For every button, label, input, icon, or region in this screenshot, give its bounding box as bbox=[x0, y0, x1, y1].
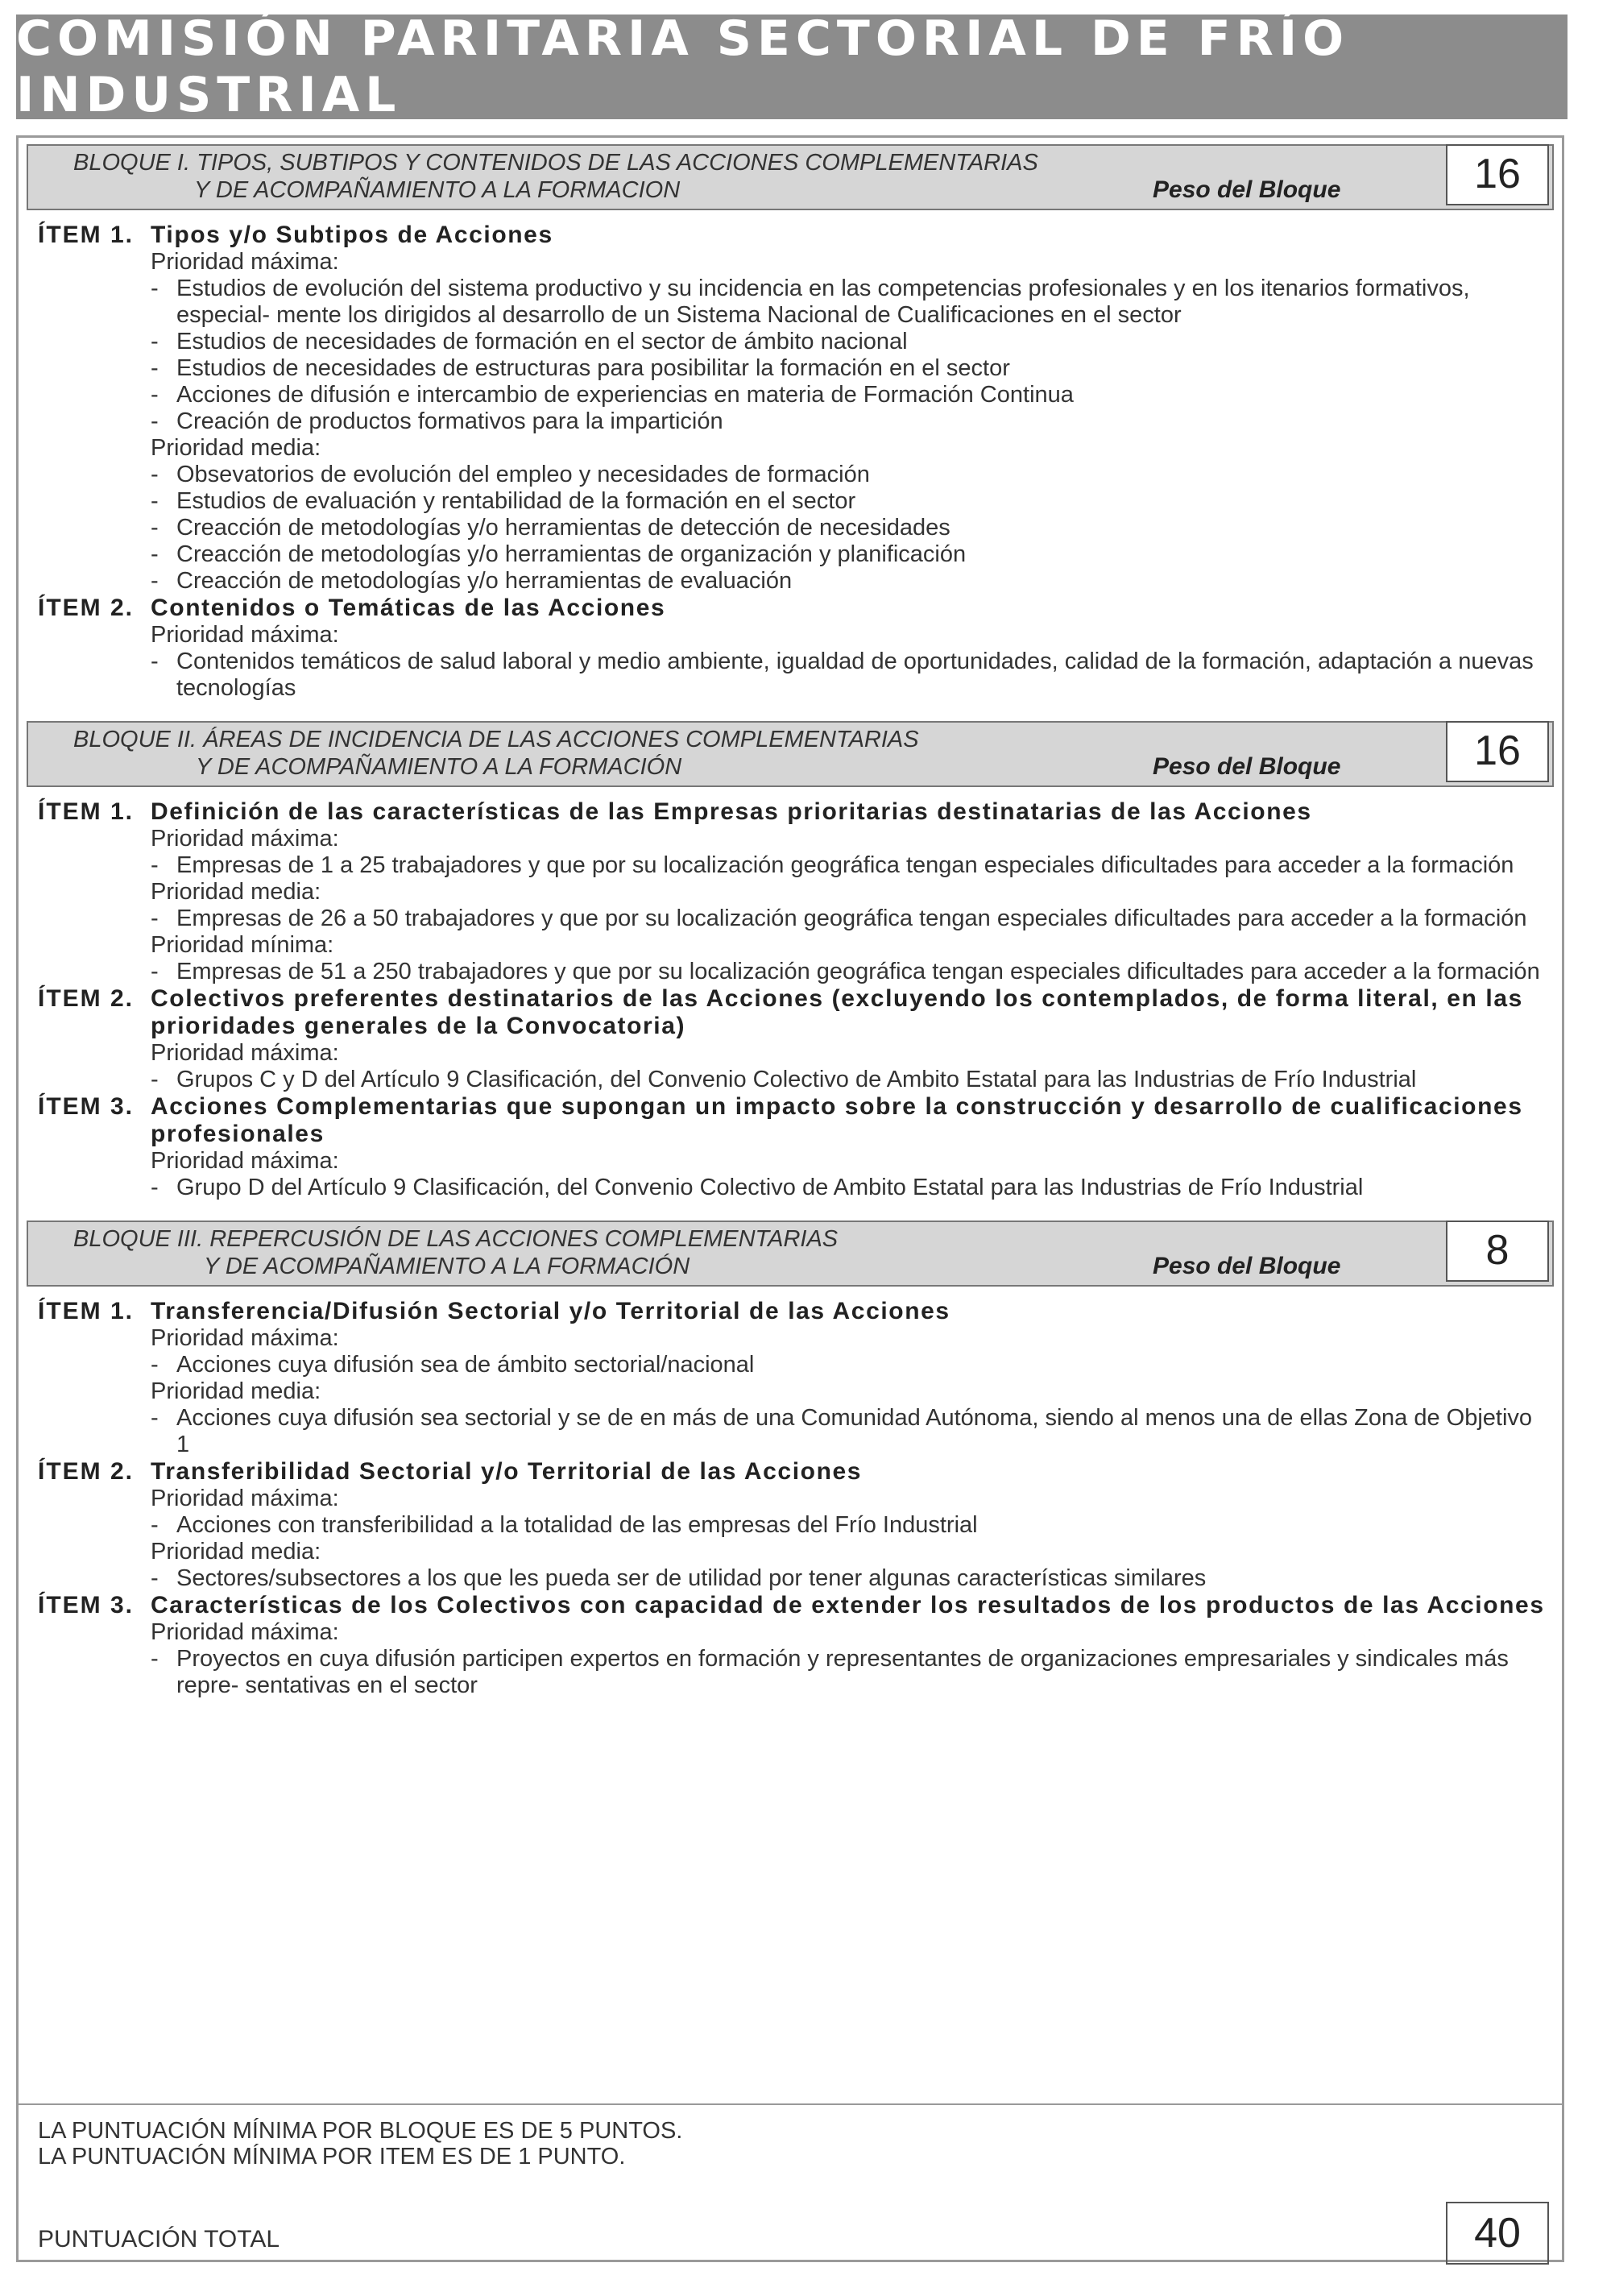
list-item bbox=[151, 408, 1554, 435]
bloque-score-box: 16 bbox=[1446, 144, 1549, 205]
header-banner bbox=[16, 10, 1568, 123]
item-title: Transferibilidad Sectorial y/o Territorial de las Acciones bbox=[151, 1458, 863, 1485]
list-item bbox=[151, 1352, 1554, 1378]
min-item-note: LA PUNTUACIÓN MÍNIMA POR ITEM ES DE 1 PUNTO. bbox=[38, 2144, 626, 2170]
item-number: ÍTEM 1. bbox=[38, 798, 135, 825]
list-item bbox=[151, 541, 1554, 568]
item-entry bbox=[38, 1592, 1554, 1699]
list-item bbox=[151, 852, 1554, 879]
priority-label: Prioridad máxima: bbox=[151, 826, 339, 852]
bloque-title bbox=[73, 1225, 838, 1280]
list-item bbox=[151, 649, 1554, 702]
item-title: Tipos y/o Subtipos de Acciones bbox=[151, 222, 553, 248]
bullet-dash: - bbox=[151, 852, 159, 878]
total-score-box: 40 bbox=[1446, 2202, 1549, 2265]
total-label: PUNTUACIÓN TOTAL bbox=[38, 2226, 280, 2252]
list-item-text: Estudios de evaluación y rentabilidad de la formación en el sector bbox=[176, 488, 856, 514]
list-item-text: Creacción de metodologías y/o herramientas de evaluación bbox=[176, 568, 793, 594]
list-item-text: Estudios de evolución del sistema productivo y su incidencia en las competencias profesionales y en los itenarios formativos, especial- mente los dirigidos al desarrollo de un Sistema Nacional de Cualificaciones en el sector bbox=[176, 276, 1470, 328]
bullet-dash: - bbox=[151, 355, 159, 381]
item-number: ÍTEM 3. bbox=[38, 1592, 135, 1618]
priority-label: Prioridad mínima: bbox=[151, 932, 334, 958]
item-entry bbox=[38, 798, 1554, 985]
bloque-title-line1: BLOQUE I. TIPOS, SUBTIPOS Y CONTENIDOS DE LAS ACCIONES COMPLEMENTARIAS bbox=[73, 150, 1038, 176]
list-item bbox=[151, 568, 1554, 595]
item-entry bbox=[38, 1093, 1554, 1201]
list-item-text: Acciones con transferibilidad a la totalidad de las empresas del Frío Industrial bbox=[176, 1512, 978, 1538]
list-item-text: Creacción de metodologías y/o herramientas de organización y planificación bbox=[176, 541, 967, 567]
item-number: ÍTEM 2. bbox=[38, 595, 135, 621]
peso-label: Peso del Bloque bbox=[1153, 1253, 1341, 1279]
bloque-header bbox=[27, 721, 1554, 787]
page-title: COMISIÓN PARITARIA SECTORIAL DE FRÍO INDUSTRIAL bbox=[16, 10, 1350, 123]
bullet-dash: - bbox=[151, 1067, 159, 1092]
bloque-header bbox=[27, 144, 1554, 210]
list-item bbox=[151, 1565, 1554, 1592]
bloque-title-line2: Y DE ACOMPAÑAMIENTO A LA FORMACIÓN bbox=[204, 1254, 690, 1279]
bullet-dash: - bbox=[151, 462, 159, 487]
list-item bbox=[151, 1175, 1554, 1201]
item-entry bbox=[38, 985, 1554, 1093]
priority-label: Prioridad máxima: bbox=[151, 622, 339, 648]
bloque-score-box: 16 bbox=[1446, 721, 1549, 782]
bloque-title-line1: BLOQUE II. ÁREAS DE INCIDENCIA DE LAS ACCIONES COMPLEMENTARIAS bbox=[73, 727, 919, 752]
list-item-text: Grupo D del Artículo 9 Clasificación, del Convenio Colectivo de Ambito Estatal para las Industrias de Frío Industrial bbox=[176, 1175, 1364, 1200]
item-number: ÍTEM 1. bbox=[38, 222, 135, 248]
min-bloque-note: LA PUNTUACIÓN MÍNIMA POR BLOQUE ES DE 5 PUNTOS. bbox=[38, 2118, 683, 2144]
item-number: ÍTEM 2. bbox=[38, 985, 135, 1012]
bullet-dash: - bbox=[151, 649, 159, 674]
list-item-text: Acciones de difusión e intercambio de experiencias en materia de Formación Continua bbox=[176, 382, 1074, 408]
priority-label: Prioridad máxima: bbox=[151, 1619, 339, 1645]
list-item-text: Acciones cuya difusión sea sectorial y se de en más de una Comunidad Autónoma, siendo al menos una de ellas Zona de Objetivo 1 bbox=[176, 1405, 1533, 1457]
priority-label: Prioridad máxima: bbox=[151, 1040, 339, 1066]
list-item-text: Acciones cuya difusión sea de ámbito sectorial/nacional bbox=[176, 1352, 755, 1378]
list-item bbox=[151, 1512, 1554, 1539]
list-item-text: Creación de productos formativos para la impartición bbox=[176, 408, 723, 434]
list-item bbox=[151, 355, 1554, 382]
item-entry bbox=[38, 595, 1554, 702]
item-number: ÍTEM 3. bbox=[38, 1093, 135, 1120]
bloques-container bbox=[27, 144, 1554, 1699]
bullet-dash: - bbox=[151, 515, 159, 541]
bullet-dash: - bbox=[151, 1646, 159, 1672]
list-item bbox=[151, 515, 1554, 541]
priority-label: Prioridad máxima: bbox=[151, 1325, 339, 1351]
list-item-text: Creacción de metodologías y/o herramientas de detección de necesidades bbox=[176, 515, 950, 541]
peso-label: Peso del Bloque bbox=[1153, 753, 1341, 780]
section-gap bbox=[27, 702, 1554, 721]
list-item bbox=[151, 382, 1554, 408]
list-item-text: Estudios de necesidades de estructuras para posibilitar la formación en el sector bbox=[176, 355, 1010, 381]
item-title: Acciones Complementarias que supongan un impacto sobre la construcción y desarrollo de cualificaciones profesionales bbox=[151, 1093, 1523, 1147]
bullet-dash: - bbox=[151, 1352, 159, 1378]
bullet-dash: - bbox=[151, 568, 159, 594]
priority-label: Prioridad máxima: bbox=[151, 1486, 339, 1511]
list-item-text: Grupos C y D del Artículo 9 Clasificación, del Convenio Colectivo de Ambito Estatal para las Industrias de Frío Industrial bbox=[176, 1067, 1417, 1092]
item-title: Contenidos o Temáticas de las Acciones bbox=[151, 595, 666, 621]
item-entry bbox=[38, 222, 1554, 595]
priority-label: Prioridad media: bbox=[151, 1539, 321, 1565]
list-item-text: Contenidos temáticos de salud laboral y medio ambiente, igualdad de oportunidades, calidad de la formación, adaptación a nuevas tecnologías bbox=[176, 649, 1534, 701]
item-entry bbox=[38, 1298, 1554, 1458]
list-item-text: Empresas de 1 a 25 trabajadores y que por su localización geográfica tengan especiales dificultades para acceder a la formación bbox=[176, 852, 1514, 878]
item-title: Definición de las características de las Empresas prioritarias destinatarias de las Acciones bbox=[151, 798, 1312, 825]
bullet-dash: - bbox=[151, 541, 159, 567]
form-frame bbox=[16, 135, 1564, 2262]
bullet-dash: - bbox=[151, 1512, 159, 1538]
bullet-dash: - bbox=[151, 276, 159, 301]
footer-divider bbox=[19, 2103, 1562, 2105]
list-item bbox=[151, 959, 1554, 985]
item-number: ÍTEM 1. bbox=[38, 1298, 135, 1324]
bullet-dash: - bbox=[151, 1405, 159, 1431]
bullet-dash: - bbox=[151, 1565, 159, 1591]
list-item bbox=[151, 488, 1554, 515]
peso-label: Peso del Bloque bbox=[1153, 176, 1341, 203]
list-item-text: Empresas de 26 a 50 trabajadores y que por su localización geográfica tengan especiales dificultades para acceder a la formación bbox=[176, 906, 1527, 931]
list-item bbox=[151, 906, 1554, 932]
bullet-dash: - bbox=[151, 408, 159, 434]
priority-label: Prioridad media: bbox=[151, 435, 321, 461]
list-item bbox=[151, 1405, 1554, 1458]
item-title: Transferencia/Difusión Sectorial y/o Territorial de las Acciones bbox=[151, 1298, 950, 1324]
list-item bbox=[151, 276, 1554, 329]
bloque-title-line2: Y DE ACOMPAÑAMIENTO A LA FORMACION bbox=[194, 177, 681, 203]
bloque-title bbox=[73, 149, 1038, 204]
item-title: Colectivos preferentes destinatarios de las Acciones (excluyendo los contemplados, de forma literal, en las prioridades generales de la Convocatoria) bbox=[151, 985, 1523, 1039]
item-number: ÍTEM 2. bbox=[38, 1458, 135, 1485]
bullet-dash: - bbox=[151, 959, 159, 984]
priority-label: Prioridad media: bbox=[151, 1378, 321, 1404]
priority-label: Prioridad máxima: bbox=[151, 249, 339, 275]
bloque-title-line2: Y DE ACOMPAÑAMIENTO A LA FORMACIÓN bbox=[196, 754, 682, 780]
list-item-text: Proyectos en cuya difusión participen expertos en formación y representantes de organizaciones empresariales y sindicales más repre- sentativas en el sector bbox=[176, 1646, 1509, 1698]
bullet-dash: - bbox=[151, 1175, 159, 1200]
list-item bbox=[151, 329, 1554, 355]
section-gap bbox=[27, 1201, 1554, 1221]
bullet-dash: - bbox=[151, 382, 159, 408]
list-item bbox=[151, 1646, 1554, 1699]
priority-label: Prioridad máxima: bbox=[151, 1148, 339, 1174]
list-item bbox=[151, 1067, 1554, 1093]
priority-label: Prioridad media: bbox=[151, 879, 321, 905]
list-item bbox=[151, 462, 1554, 488]
bloque-score-box: 8 bbox=[1446, 1221, 1549, 1282]
list-item-text: Obsevatorios de evolución del empleo y necesidades de formación bbox=[176, 462, 870, 487]
bullet-dash: - bbox=[151, 906, 159, 931]
bullet-dash: - bbox=[151, 329, 159, 354]
list-item-text: Empresas de 51 a 250 trabajadores y que por su localización geográfica tengan especiales dificultades para acceder a la formación bbox=[176, 959, 1540, 984]
bloque-header bbox=[27, 1221, 1554, 1287]
bullet-dash: - bbox=[151, 488, 159, 514]
bloque-title bbox=[73, 726, 919, 781]
list-item-text: Sectores/subsectores a los que les pueda ser de utilidad por tener algunas características similares bbox=[176, 1565, 1207, 1591]
item-title: Características de los Colectivos con capacidad de extender los resultados de los productos de las Acciones bbox=[151, 1592, 1545, 1618]
bloque-title-line1: BLOQUE III. REPERCUSIÓN DE LAS ACCIONES COMPLEMENTARIAS bbox=[73, 1226, 839, 1252]
item-entry bbox=[38, 1458, 1554, 1592]
list-item-text: Estudios de necesidades de formación en el sector de ámbito nacional bbox=[176, 329, 908, 354]
